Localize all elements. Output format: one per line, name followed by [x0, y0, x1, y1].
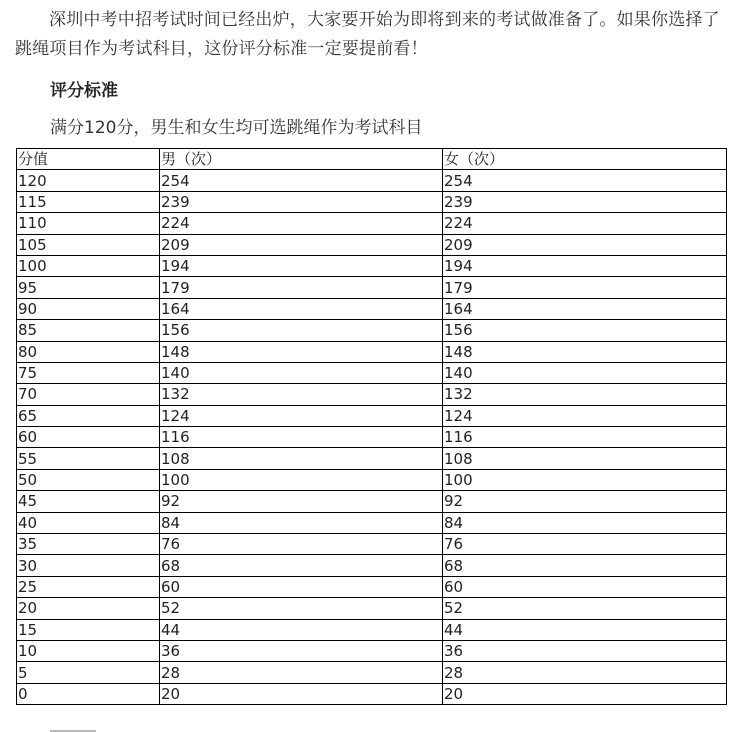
male-count-cell: 100 [160, 469, 443, 490]
female-count-cell: 92 [442, 491, 726, 512]
score-cell: 60 [17, 427, 160, 448]
male-count-cell: 108 [160, 448, 443, 469]
score-table [16, 148, 727, 705]
table-row [17, 298, 727, 319]
table-row [17, 576, 727, 597]
female-count-cell: 100 [442, 469, 726, 490]
male-count-cell: 254 [160, 170, 443, 191]
table-row [17, 469, 727, 490]
female-count-cell: 148 [442, 341, 726, 362]
table-row [17, 255, 727, 276]
table-row [17, 448, 727, 469]
table-row [17, 683, 727, 704]
score-table-body [17, 149, 727, 705]
header-score: 分值 [17, 149, 160, 170]
score-cell: 25 [17, 576, 160, 597]
score-cell: 75 [17, 362, 160, 383]
table-row [17, 427, 727, 448]
table-row [17, 191, 727, 212]
male-count-cell: 194 [160, 255, 443, 276]
table-header-row [17, 149, 727, 170]
male-count-cell: 179 [160, 277, 443, 298]
section-heading: 评分标准 [50, 81, 118, 101]
score-cell: 30 [17, 555, 160, 576]
score-cell: 50 [17, 469, 160, 490]
table-row [17, 662, 727, 683]
table-row [17, 512, 727, 533]
score-cell: 5 [17, 662, 160, 683]
male-count-cell: 68 [160, 555, 443, 576]
male-count-cell: 148 [160, 341, 443, 362]
female-count-cell: 132 [442, 384, 726, 405]
score-cell: 80 [17, 341, 160, 362]
male-count-cell: 156 [160, 320, 443, 341]
female-count-cell: 28 [442, 662, 726, 683]
male-count-cell: 124 [160, 405, 443, 426]
male-count-cell: 132 [160, 384, 443, 405]
table-row [17, 362, 727, 383]
table-row [17, 640, 727, 661]
male-count-cell: 28 [160, 662, 443, 683]
male-count-cell: 116 [160, 427, 443, 448]
score-cell: 55 [17, 448, 160, 469]
header-female: 女（次） [442, 149, 726, 170]
score-cell: 90 [17, 298, 160, 319]
male-count-cell: 60 [160, 576, 443, 597]
table-row [17, 277, 727, 298]
female-count-cell: 254 [442, 170, 726, 191]
score-cell: 10 [17, 640, 160, 661]
score-cell: 65 [17, 405, 160, 426]
table-row [17, 320, 727, 341]
female-count-cell: 108 [442, 448, 726, 469]
table-row [17, 534, 727, 555]
score-cell: 100 [17, 255, 160, 276]
table-row [17, 491, 727, 512]
score-cell: 70 [17, 384, 160, 405]
female-count-cell: 209 [442, 234, 726, 255]
table-row [17, 598, 727, 619]
table-row [17, 341, 727, 362]
male-count-cell: 164 [160, 298, 443, 319]
female-count-cell: 224 [442, 213, 726, 234]
female-count-cell: 116 [442, 427, 726, 448]
score-cell: 15 [17, 619, 160, 640]
female-count-cell: 60 [442, 576, 726, 597]
male-count-cell: 239 [160, 191, 443, 212]
male-count-cell: 140 [160, 362, 443, 383]
female-count-cell: 179 [442, 277, 726, 298]
female-count-cell: 124 [442, 405, 726, 426]
female-count-cell: 44 [442, 619, 726, 640]
female-count-cell: 36 [442, 640, 726, 661]
male-count-cell: 92 [160, 491, 443, 512]
score-cell: 20 [17, 598, 160, 619]
male-count-cell: 44 [160, 619, 443, 640]
cut-off-text-line [50, 726, 110, 732]
table-row [17, 405, 727, 426]
male-count-cell: 224 [160, 213, 443, 234]
table-row [17, 384, 727, 405]
score-cell: 105 [17, 234, 160, 255]
score-cell: 110 [17, 213, 160, 234]
score-cell: 115 [17, 191, 160, 212]
header-male: 男（次） [160, 149, 443, 170]
male-count-cell: 52 [160, 598, 443, 619]
score-cell: 85 [17, 320, 160, 341]
male-count-cell: 36 [160, 640, 443, 661]
table-row [17, 234, 727, 255]
female-count-cell: 20 [442, 683, 726, 704]
female-count-cell: 68 [442, 555, 726, 576]
female-count-cell: 140 [442, 362, 726, 383]
female-count-cell: 156 [442, 320, 726, 341]
table-row [17, 619, 727, 640]
female-count-cell: 164 [442, 298, 726, 319]
male-count-cell: 20 [160, 683, 443, 704]
female-count-cell: 76 [442, 534, 726, 555]
male-count-cell: 76 [160, 534, 443, 555]
table-row [17, 555, 727, 576]
score-cell: 40 [17, 512, 160, 533]
male-count-cell: 84 [160, 512, 443, 533]
female-count-cell: 194 [442, 255, 726, 276]
table-row [17, 170, 727, 191]
score-cell: 95 [17, 277, 160, 298]
female-count-cell: 239 [442, 191, 726, 212]
female-count-cell: 52 [442, 598, 726, 619]
score-cell: 35 [17, 534, 160, 555]
male-count-cell: 209 [160, 234, 443, 255]
score-cell: 120 [17, 170, 160, 191]
female-count-cell: 84 [442, 512, 726, 533]
score-cell: 0 [17, 683, 160, 704]
intro-paragraph: 深圳中考中招考试时间已经出炉，大家要开始为即将到来的考试做准备了。如果你选择了跳绳项目作为考试科目，这份评分标准一定要提前看！ [15, 10, 720, 59]
score-cell: 45 [17, 491, 160, 512]
table-subtitle: 满分120分，男生和女生均可选跳绳作为考试科目 [50, 118, 423, 138]
table-row [17, 213, 727, 234]
